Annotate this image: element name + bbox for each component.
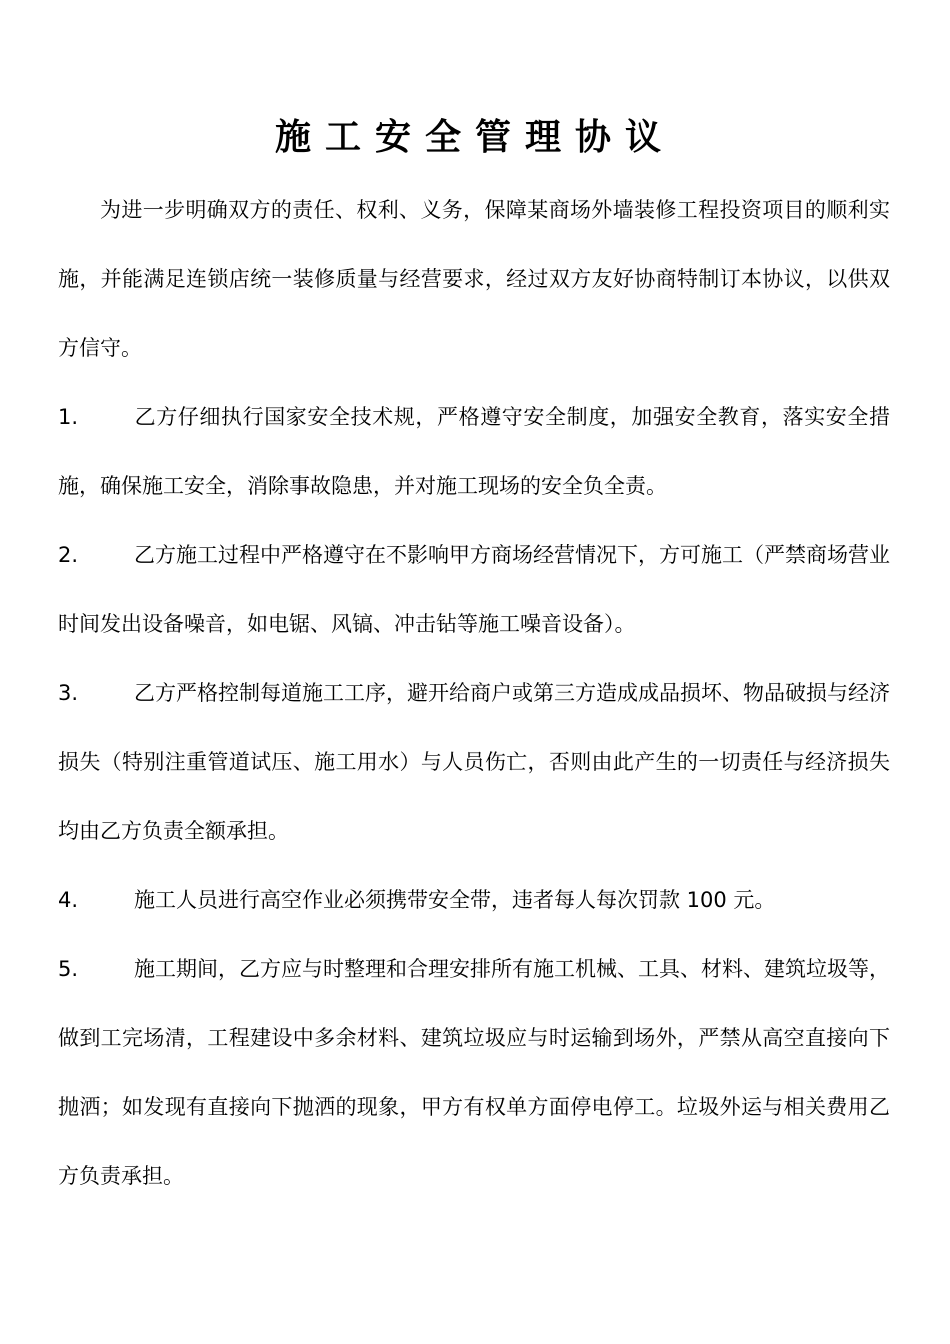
clause-text: 施工期间，乙方应与时整理和合理安排所有施工机械、工具、材料、建筑垃圾等，做到工完场清，工程建设中多余材料、建筑垃圾应与时运输到场外，严禁从高空直接向下抛洒；如发现有直接向下抛洒的现象，甲方有权单方面停电停工。垃圾外运与相关费用乙方负责承担。 — [58, 957, 890, 1188]
clause-text: 乙方严格控制每道施工工序，避开给商户或第三方造成成品损坏、物品破损与经济损失（特别注重管道试压、施工用水）与人员伤亡，否则由此产生的一切责任与经济损失均由乙方负责全额承担。 — [58, 681, 890, 843]
intro-paragraph: 为进一步明确双方的责任、权利、义务，保障某商场外墙装修工程投资项目的顺利实施，并能满足连锁店统一装修质量与经营要求，经过双方友好协商特制订本协议，以供双方信守。 — [58, 198, 890, 360]
clause-number: 4. — [58, 888, 79, 912]
clause-number: 5. — [58, 957, 79, 981]
clause-item-3 — [58, 659, 890, 866]
clause-text: 乙方仔细执行国家安全技术规，严格遵守安全制度，加强安全教育，落实安全措施，确保施工安全，消除事故隐患，并对施工现场的安全负全责。 — [58, 405, 890, 498]
clause-text: 乙方施工过程中严格遵守在不影响甲方商场经营情况下，方可施工（严禁商场营业时间发出设备噪音，如电锯、风镐、冲击钻等施工噪音设备）。 — [58, 543, 890, 636]
clause-item-1 — [58, 383, 890, 521]
clause-number: 3. — [58, 681, 79, 705]
clause-number: 2. — [58, 543, 79, 567]
clause-item-2 — [58, 521, 890, 659]
document-body — [58, 176, 890, 1211]
clause-text: 施工人员进行高空作业必须携带安全带，违者每人每次罚款 100 元。 — [134, 888, 776, 912]
clause-item-5 — [58, 935, 890, 1211]
clause-item-4 — [58, 866, 890, 935]
document-title: 施工安全管理协议 — [274, 117, 675, 158]
clause-number: 1. — [58, 405, 79, 429]
